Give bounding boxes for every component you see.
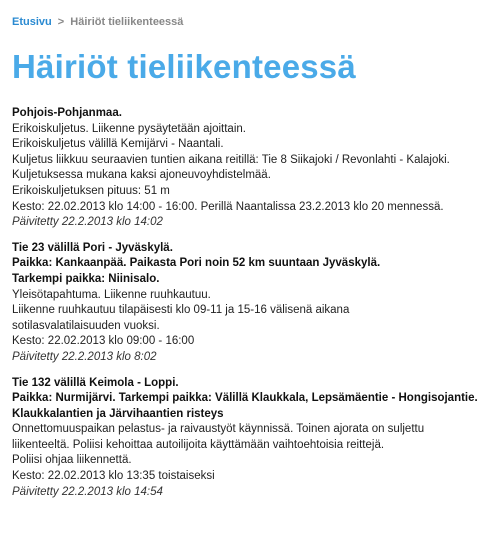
notice-text-line: Erikoiskuljetuksen pituus: 51 m [12,184,170,197]
notice-duration: Kesto: 22.02.2013 klo 14:00 - 16:00. Perillä Naantalissa 23.2.2013 klo 20 mennessä. [12,200,444,213]
notice-text-line: Kuljetuksessa mukana kaksi ajoneuvoyhdistelmää. [12,169,271,182]
notice-heading: Tie 23 välillä Pori - Jyväskylä. [12,241,173,254]
notice-heading: Pohjois-Pohjanmaa. [12,107,122,119]
breadcrumb-current: Häiriöt tieliikenteessä [70,16,184,28]
notice-duration: Kesto: 22.02.2013 klo 13:35 toistaiseksi [12,470,215,483]
notice-text-line: Onnettomuuspaikan pelastus- ja raivaustyöt käynnissä. Toinen ajorata on suljettu [12,423,425,436]
notice-duration: Kesto: 22.02.2013 klo 09:00 - 16:00 [12,335,195,348]
traffic-notice [12,376,480,501]
notice-place: Paikka: Kankaanpää. Paikasta Pori noin 52 km suuntaan Jyväskylä. [12,257,381,270]
notice-updated: Päivitetty 22.2.2013 klo 14:02 [12,216,163,229]
notice-updated: Päivitetty 22.2.2013 klo 14:54 [12,485,163,498]
notice-heading: Tie 132 välillä Keimola - Loppi. [12,376,179,389]
notice-text-line: Yleisötapahtuma. Liikenne ruuhkautuu. [12,288,211,301]
traffic-notice [12,241,480,366]
notice-text-line: liikenteeltä. Poliisi kehoittaa autoilijoita käyttämään vaihtoehtoisia reittejä. [12,438,385,451]
notice-detail: Klaukkalantien ja Järvihaantien risteys [12,407,224,420]
notice-detail: Tarkempi paikka: Niinisalo. [12,272,160,285]
notice-text-line: Kuljetus liikkuu seuraavien tuntien aikana reitillä: Tie 8 Siikajoki / Revonlahti - Kalajoki. [12,153,450,166]
notice-text-line: sotilasvalatilaisuuden vuoksi. [12,319,160,332]
breadcrumb-separator: > [57,16,65,28]
breadcrumb-home-link[interactable]: Etusivu [12,16,52,28]
notice-text-line: Poliisi ohjaa liikennettä. [12,454,132,467]
notice-updated: Päivitetty 22.2.2013 klo 8:02 [12,350,157,363]
notice-place: Paikka: Nurmijärvi. Tarkempi paikka: Välillä Klaukkala, Lepsämäentie - Hongisojantie. [12,392,478,405]
traffic-notice [12,106,480,231]
notice-text-line: Erikoiskuljetus. Liikenne pysäytetään ajoittain. [12,122,246,135]
notice-text-line: Liikenne ruuhkautuu tilapäisesti klo 09-11 ja 15-16 välisenä aikana [12,304,350,317]
notice-text-line: Erikoiskuljetus välillä Kemijärvi - Naantali. [12,138,224,151]
page-title: Häiriöt tieliikenteessä [12,48,356,85]
breadcrumb [12,14,480,30]
